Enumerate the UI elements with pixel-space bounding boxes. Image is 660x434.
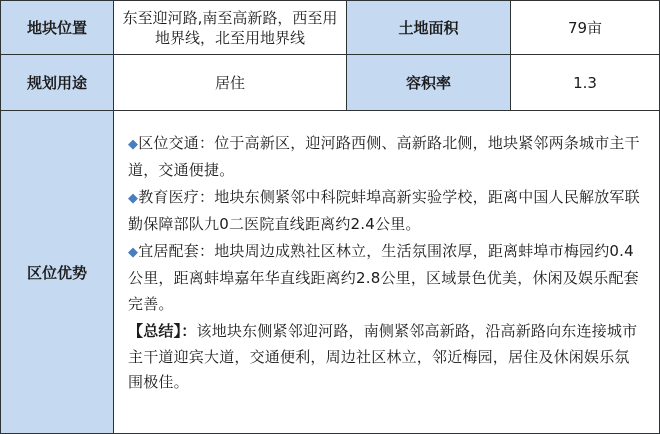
advantage-item-education [128, 185, 641, 237]
summary [128, 319, 641, 396]
advantages-list [128, 131, 641, 398]
location-label: 地块位置 [1, 1, 114, 55]
advantages-label: 区位优势 [1, 111, 114, 433]
far-value: 1.3 [511, 55, 659, 111]
advantage-item-transport [128, 131, 641, 183]
advantages-content [114, 111, 659, 433]
advantage-title: 宜居配套： [138, 242, 215, 261]
diamond-bullet-icon: ◆ [128, 245, 139, 261]
advantage-title: 区位交通： [138, 134, 215, 152]
far-label: 容积率 [347, 55, 511, 111]
advantage-text: 地块东侧紧邻中科院蚌埠高新实验学校，距离中国人民解放军联勤保障部队九0二医院直线距离约2.4公里。 [128, 188, 640, 233]
area-value: 79亩 [511, 1, 659, 55]
use-value: 居住 [114, 55, 347, 111]
advantage-item-living [128, 239, 641, 317]
area-label: 土地面积 [347, 1, 511, 55]
summary-title: 【总结】： [128, 322, 197, 341]
diamond-bullet-icon: ◆ [128, 191, 139, 207]
advantage-text: 地块周边成熟社区林立，生活氛围浓厚，距离蚌埠市梅园约0.4公里，距离蚌埠嘉年华直线距离约2.8公里，区域景色优美，休闲及娱乐配套完善。 [128, 242, 639, 313]
advantage-text: 位于高新区，迎河路西侧、高新路北侧，地块紧邻两条城市主干道，交通便捷。 [128, 134, 640, 179]
location-value: 东至迎河路,南至高新路，西至用地界线，北至用地界线 [114, 1, 347, 55]
use-label: 规划用途 [1, 55, 114, 111]
diamond-bullet-icon: ◆ [128, 137, 139, 152]
summary-text: 该地块东侧紧邻迎河路，南侧紧邻高新路，沿高新路向东连接城市主干道迎宾大道，交通便利，周边社区林立，邻近梅园，居住及休闲娱乐氛围极佳。 [128, 322, 638, 392]
advantage-title: 教育医疗： [138, 188, 215, 207]
